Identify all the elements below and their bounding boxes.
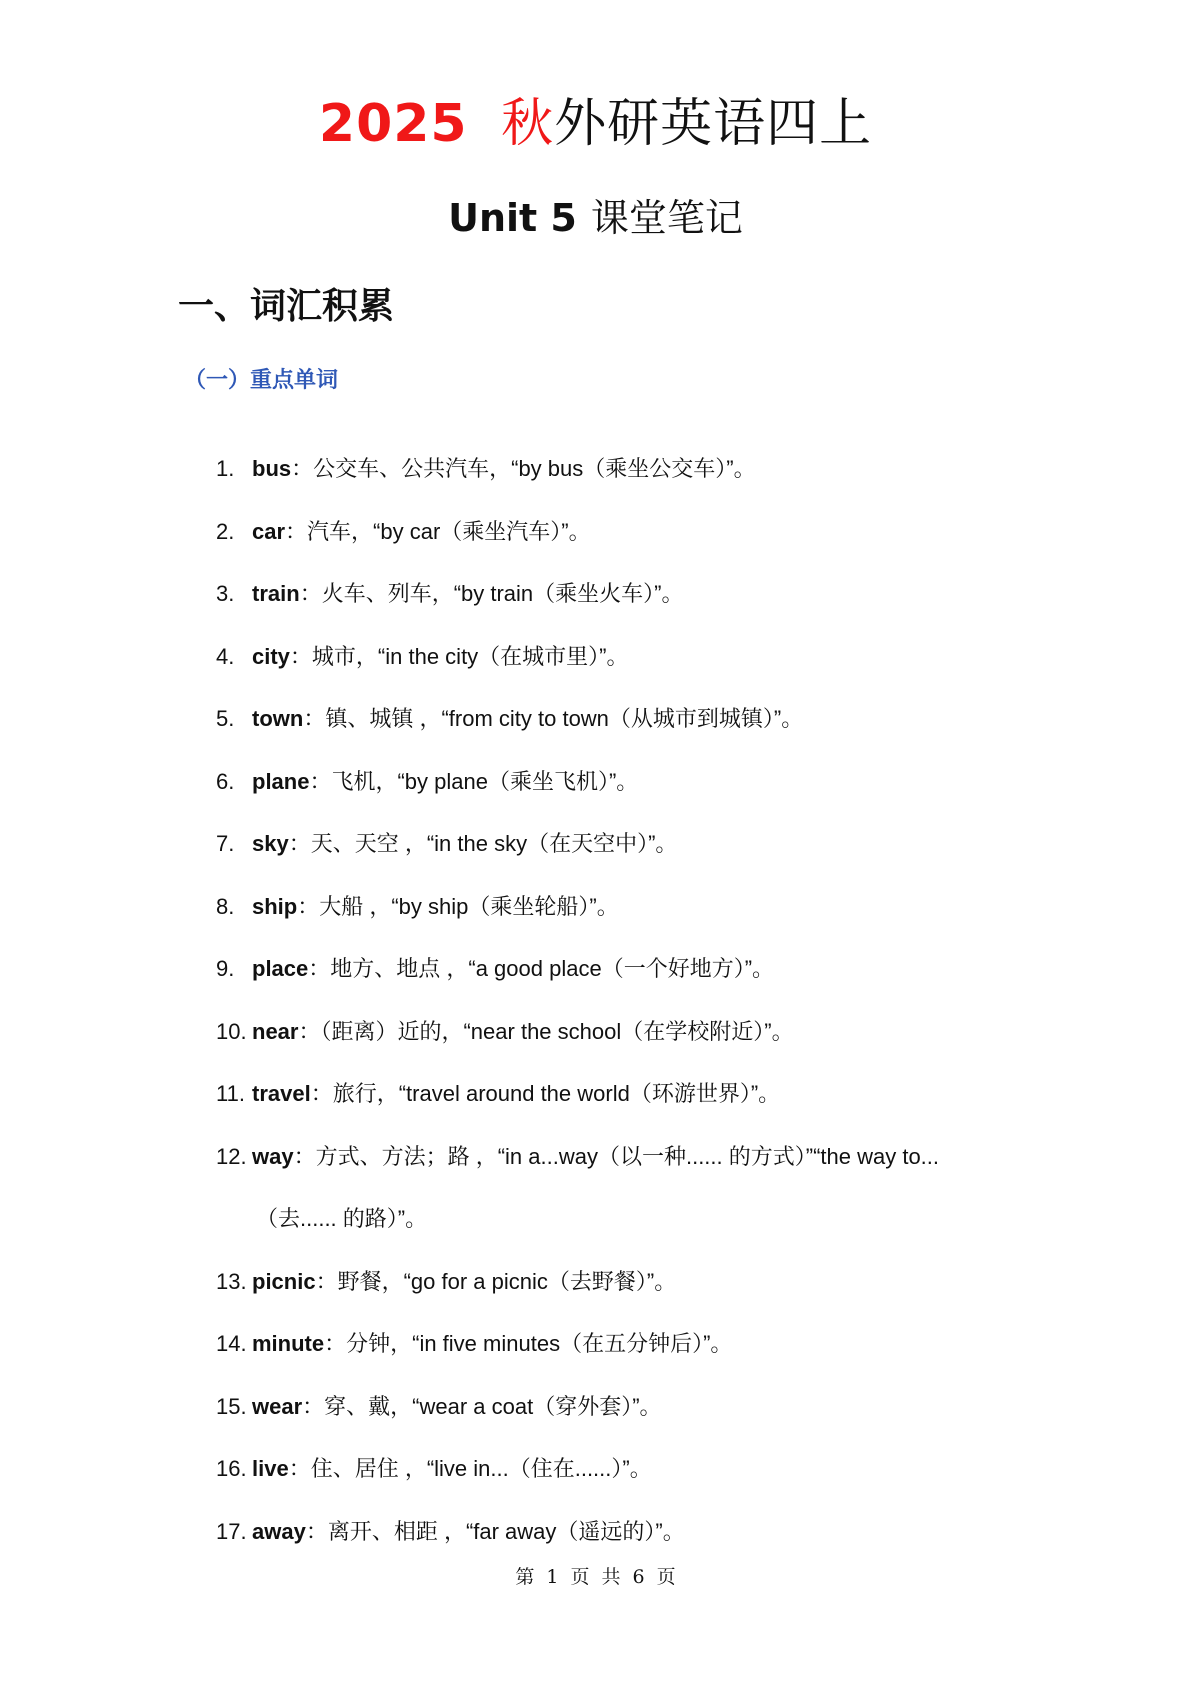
- item-number: 6.: [216, 768, 235, 794]
- item-number: 3.: [216, 581, 235, 606]
- subtitle-notes: 课堂笔记: [590, 196, 743, 240]
- vocab-definition: ：（距离）近的，“near the school（在学校附近）”。: [298, 1018, 794, 1044]
- vocab-definition: ：公交车、公共汽车，“by bus（乘坐公交车）”。: [291, 456, 756, 481]
- subtitle-unit: Unit 5: [448, 196, 577, 240]
- vocab-word: car: [252, 518, 286, 544]
- vocab-item: [216, 751, 1016, 814]
- vocab-word: town: [252, 706, 304, 731]
- vocab-word: travel: [252, 1081, 311, 1106]
- vocab-item: [216, 1126, 1016, 1251]
- vocab-definition: ：离开、相距 ，“far away（遥远的）”。: [305, 1518, 685, 1544]
- vocab-item: [216, 1376, 1016, 1439]
- title-season: 秋: [501, 94, 555, 154]
- vocab-item: [216, 1063, 1016, 1126]
- item-number: 12.: [216, 1143, 247, 1169]
- vocab-item: [216, 1313, 1016, 1376]
- item-number: 8.: [216, 893, 235, 919]
- vocab-word: live: [252, 1456, 289, 1481]
- vocab-list: [216, 438, 1016, 1563]
- item-number: 7.: [216, 831, 235, 856]
- vocab-definition: ：天、天空 ，“in the sky（在天空中）”。: [288, 831, 678, 856]
- item-number: 11.: [216, 1081, 245, 1106]
- document-subtitle: [0, 192, 1191, 245]
- title-rest: 外研英语四上: [554, 94, 873, 154]
- item-number: 9.: [216, 956, 235, 981]
- vocab-definition-continued: （去...... 的路）”。: [256, 1206, 428, 1231]
- vocab-definition: ：飞机，“by plane（乘坐飞机）”。: [309, 768, 639, 794]
- page-footer: 第 1 页 共 6 页: [515, 1566, 676, 1588]
- vocab-word: wear: [252, 1393, 303, 1419]
- vocab-definition: ：火车、列车，“by train（乘坐火车）”。: [299, 581, 684, 606]
- vocab-definition: ：旅行，“travel around the world（环游世界）”。: [310, 1081, 781, 1106]
- vocab-item: [216, 813, 1016, 876]
- vocab-word: minute: [252, 1331, 325, 1356]
- vocab-item: [216, 938, 1016, 1001]
- item-number: 10.: [216, 1018, 247, 1044]
- vocab-definition: ：城市，“in the city（在城市里）”。: [289, 643, 629, 669]
- vocab-item: [216, 1501, 1016, 1564]
- item-number: 16.: [216, 1456, 247, 1481]
- vocab-item: [216, 563, 1016, 626]
- vocab-word: way: [252, 1143, 294, 1169]
- document-title: [0, 88, 1191, 160]
- vocab-definition: ：镇、城镇 ，“from city to town（从城市到城镇）”。: [303, 706, 804, 731]
- vocab-word: away: [252, 1518, 306, 1544]
- vocab-word: ship: [252, 893, 298, 919]
- vocab-word: train: [252, 581, 300, 606]
- vocab-word: picnic: [252, 1268, 316, 1294]
- title-year: 2025: [318, 94, 468, 154]
- item-number: 1.: [216, 456, 235, 481]
- vocab-word: sky: [252, 831, 289, 856]
- vocab-definition: ：大船 ，“by ship（乘坐轮船）”。: [297, 893, 619, 919]
- item-number: 2.: [216, 518, 235, 544]
- vocab-definition: ：分钟，“in five minutes（在五分钟后）”。: [324, 1331, 733, 1356]
- vocab-item: [216, 1251, 1016, 1314]
- vocab-item: [216, 1001, 1016, 1064]
- vocab-item: [216, 626, 1016, 689]
- subsection-heading-key-words: （一）重点单词: [184, 367, 339, 393]
- vocab-definition: ：住、居住 ，“live in...（住在......）”。: [288, 1456, 652, 1481]
- vocab-definition: ：方式、方法；路 ，“in a...way（以一种...... 的方式）”“the way to...: [293, 1143, 940, 1169]
- vocab-definition: ：野餐，“go for a picnic（去野餐）”。: [315, 1268, 677, 1294]
- item-number: 15.: [216, 1393, 247, 1419]
- vocab-word: bus: [252, 456, 292, 481]
- item-number: 14.: [216, 1331, 247, 1356]
- vocab-item: [216, 688, 1016, 751]
- vocab-item: [216, 501, 1016, 564]
- vocab-item: [216, 438, 1016, 501]
- item-number: 4.: [216, 643, 235, 669]
- vocab-definition: ：汽车，“by car（乘坐汽车）”。: [285, 518, 591, 544]
- vocab-item: [216, 876, 1016, 939]
- item-number: 17.: [216, 1518, 247, 1544]
- item-number: 13.: [216, 1268, 247, 1294]
- section-heading-vocabulary: 一、词汇积累: [178, 285, 395, 327]
- vocab-definition: ：穿、戴，“wear a coat（穿外套）”。: [302, 1393, 662, 1419]
- vocab-word: city: [252, 643, 290, 669]
- vocab-word: plane: [252, 768, 310, 794]
- vocab-word: place: [252, 956, 309, 981]
- vocab-definition: ：地方、地点 ，“a good place（一个好地方）”。: [308, 956, 775, 981]
- item-number: 5.: [216, 706, 235, 731]
- vocab-item: [216, 1438, 1016, 1501]
- vocab-word: near: [252, 1018, 299, 1044]
